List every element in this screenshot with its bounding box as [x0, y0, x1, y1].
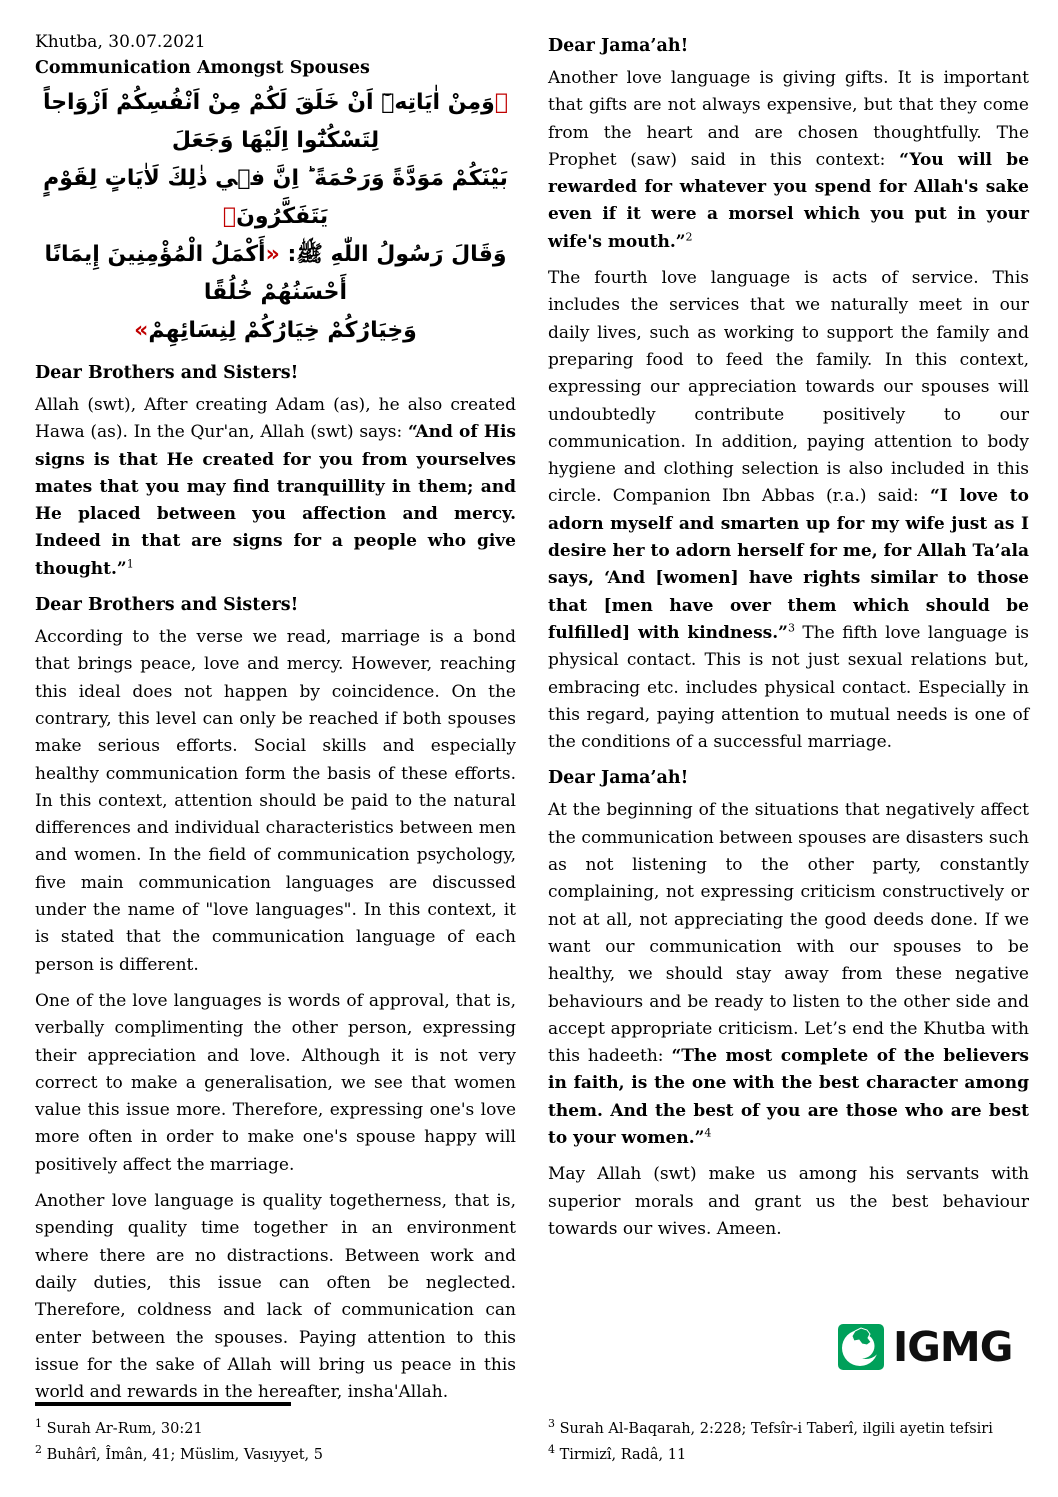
text-run: The fifth love language is physical contact. This is not just sexual relations but, embracing etc. includes physical contact. Especially in this regard, paying attention to mutual needs is one of the conditions of a successful marriage.	[548, 622, 1029, 753]
paragraph-quality-togetherness: Another love language is quality togetherness, that is, spending quality time together in an environment where there are no distractions. Between work and daily duties, this issue can often be neglected. Therefore, coldness and lack of communication can enter between the spouses. Paying attention to this issue for the sake of Allah will bring us peace in this world and rewards in the hereafter, insha'Allah.	[35, 1191, 516, 1403]
footnote-4	[548, 1442, 1029, 1468]
text-run: At the beginning of the situations that negatively affect the communication between spouses are disasters such as not listening to the other party, constantly complaining, not expressing criticism constructively or not at all, not appreciating the good deeds done. If we want our communication with our spouses to be healthy, we should stay away from these negative behaviours and be ready to listen to the other side and accept appropriate criticism. Let’s end the Khutba with this hadeeth:	[548, 800, 1029, 1067]
footnote-2	[35, 1442, 516, 1468]
footnotes-right	[548, 1402, 1029, 1468]
page-title: Communication Amongst Spouses	[35, 58, 370, 78]
hadith-quote-bold: “You will be rewarded for whatever you spend for Allah's sake even if it were a morsel which you put in your wife's mouth.”	[548, 149, 1030, 252]
igmg-crescent-globe-icon	[838, 1324, 884, 1370]
arabic-hadith-intro: وَقَالَ رَسُولُ اللّٰهِ ﷺ:	[279, 242, 507, 267]
arabic-hadith-line-2	[35, 312, 516, 350]
arabic-hadith-line-1	[35, 236, 516, 312]
igmg-wordmark: IGMG	[893, 1323, 1013, 1371]
ornate-open-bracket: ﴿	[494, 90, 509, 115]
footnotes-left	[35, 1402, 516, 1468]
arabic-verse-line-1	[35, 84, 516, 160]
paragraph-words-of-approval: One of the love languages is words of approval, that is, verbally complimenting the other person, expressing their appreciation and love. Although it is not very correct to make a generalisation, we see that women value this issue more. Therefore, expressing one's love more often in order to make one's spouse happy will positively affect the marriage.	[35, 990, 516, 1175]
footnote-number: 2	[35, 1443, 42, 1457]
arabic-quote-block	[35, 84, 516, 350]
footnote-ref-2: 2	[685, 230, 693, 244]
text-run: Another love language is giving gifts. It is important that gifts are not always expensive, but that they come from the heart and are chosen thoughtfully. The Prophet (saw) said in this context:	[548, 68, 1029, 170]
date-line: Khutba, 30.07.2021	[35, 32, 206, 52]
heading-dear-jamaah-1: Dear Jama’ah!	[548, 36, 689, 56]
footnote-1	[35, 1416, 516, 1442]
footnote-number: 4	[548, 1443, 555, 1457]
paragraph-acts-of-service	[548, 265, 1029, 756]
footnote-number: 3	[548, 1417, 555, 1431]
footnote-3	[548, 1416, 1029, 1442]
arabic-verse-text-1: وَمِنْ اٰيَاتِهٖٓ اَنْ خَلَقَ لَكُمْ مِنْ اَنْفُسِكُمْ اَزْوَاجاً لِتَسْكُنُٓوا اِلَيْهَا وَجَعَلَ	[42, 90, 495, 153]
paragraph-marriage-bond: According to the verse we read, marriage is a bond that brings peace, love and mercy. However, reaching this ideal does not happen by coincidence. On the contrary, this level can only be reached if both spouses make serious efforts. Social skills and especially healthy communication form the basis of these efforts. In this context, attention should be paid to the natural differences and individual characteristics between men and women. In the field of communication psychology, five main communication languages are discussed under the name of "love languages". In this context, it is stated that the communication language of each person is different.	[35, 627, 516, 975]
paragraph-creation-of-spouses	[35, 392, 516, 583]
right-column	[548, 30, 1029, 1252]
text-run: Allah (swt), After creating Adam (as), he also created Hawa (as). In the Qur'an, Allah (swt) says:	[35, 395, 516, 443]
footnote-text: Surah Ar-Rum, 30:21	[42, 1421, 203, 1437]
paragraph-closing-dua: May Allah (swt) make us among his servants with superior morals and grant us the best behaviour towards our wives. Ameen.	[548, 1164, 1029, 1239]
ornate-open-quote: «	[265, 242, 280, 267]
paragraph-negative-behaviours	[548, 797, 1029, 1152]
footnote-ref-4: 4	[704, 1126, 712, 1140]
arabic-hadith-text-2: وَخِيَارُكُمْ خِيَارُكُمْ لِنِسَائِهِمْ	[148, 318, 417, 343]
ornate-close-quote: »	[134, 318, 149, 343]
footnote-ref-1: 1	[126, 557, 134, 571]
heading-dear-brothers-2: Dear Brothers and Sisters!	[35, 595, 299, 616]
footnote-ref-3: 3	[787, 621, 795, 635]
arabic-hadith-text-1: أَكْمَلُ الْمُؤْمِنِينَ إِيمَانًا أَحْسَنُهُمْ خُلُقًا	[44, 242, 348, 305]
footnote-text: Buhârî, Îmân, 41; Müslim, Vasıyyet, 5	[42, 1447, 323, 1463]
heading-dear-jamaah-2: Dear Jama’ah!	[548, 768, 689, 789]
footnote-text: Tirmizî, Radâ, 11	[555, 1447, 687, 1463]
quran-quote-bold: “And of His signs is that He created for you from yourselves mates that you may find tranquillity in them; and He placed between you affection and mercy. Indeed in that are signs for a people who give thought.”	[35, 422, 516, 579]
closing-hadith-quote-bold: “The most complete of the believers in faith, is the one with the best character among them. And the best of you are those who are best to your women.”	[548, 1046, 1029, 1148]
text-run: The fourth love language is acts of service. This includes the services that we naturally meet in our daily lives, such as working to support the family and preparing food to feed the family. In this context, expressing our appreciation towards our spouses will undoubtedly contribute positively to our communication. In addition, paying attention to body hygiene and clothing selection is also included in this circle. Companion Ibn Abbas (r.a.) said:	[548, 268, 1029, 507]
paragraph-giving-gifts	[548, 65, 1029, 256]
igmg-logo	[838, 1324, 1012, 1370]
footnote-number: 1	[35, 1417, 42, 1431]
ornate-close-bracket: ﴾	[222, 204, 237, 229]
ibn-abbas-quote-bold: “I love to adorn myself and smarten up for my wife just as I desire her to adorn herself for me, for Allah Ta’ala says, ‘And [women] have rights similar to those that [men have over them which should be fulfilled] with kindness.”	[548, 486, 1029, 643]
left-column	[35, 30, 516, 1415]
arabic-verse-line-2	[35, 160, 516, 236]
footnote-separator-rule	[35, 1402, 291, 1406]
footnote-text: Surah Al-Baqarah, 2:228; Tefsîr-i Taberî, ilgili ayetin tefsiri	[555, 1421, 993, 1437]
arabic-verse-text-2: بَيْنَكُمْ مَوَدَّةً وَرَحْمَةً ؕ اِنَّ فٖي ذٰلِكَ لَاٰيَاتٍ لِقَوْمٍ يَتَفَكَّرُونَ	[43, 166, 508, 229]
heading-dear-brothers-1: Dear Brothers and Sisters!	[35, 363, 299, 383]
